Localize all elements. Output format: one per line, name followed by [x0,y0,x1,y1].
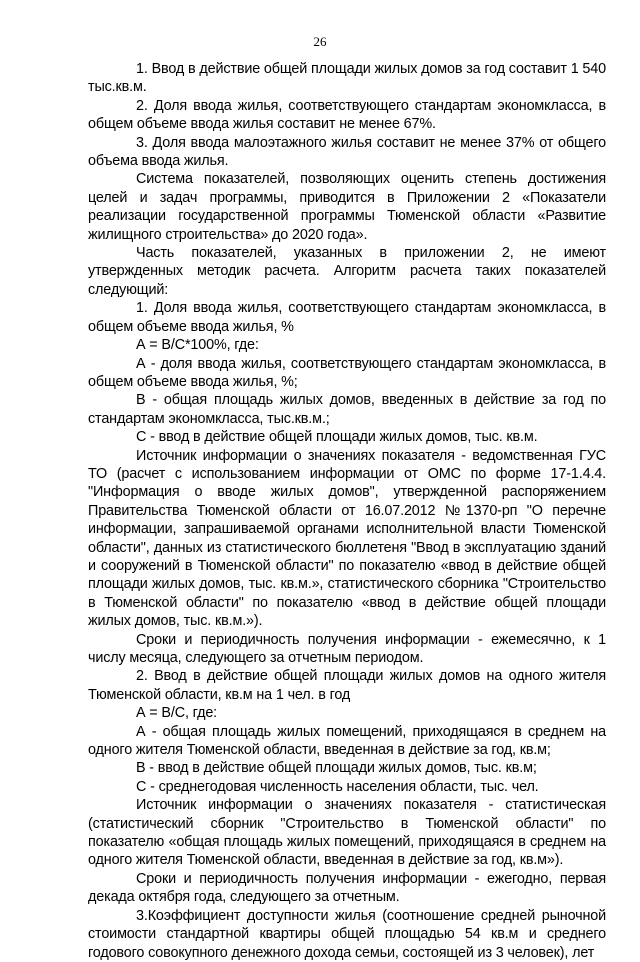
paragraph-indicator-1-formula: А = В/С*100%, где: [136,337,259,354]
paragraph-indicator-1-var-c: С - ввод в действие общей площади жилых домов, тыс. кв.м. [136,429,538,446]
paragraph-target-housing-input: 1. Ввод в действие общей площади жилых домов за год составит 1 540 тыс.кв.м. [88,61,606,96]
paragraph-indicator-2-var-c: С - среднегодовая численность населения области, тыс. чел. [136,778,539,795]
paragraph-indicator-1-title: 1. Доля ввода жилья, соответствующего стандартам экономкласса, в общем объеме ввода жилья, % [88,300,606,335]
paragraph-indicator-2-source: Источник информации о значениях показателя - статистическая (статистический сборник "Строительство в Тюменской области" по показателю «общая площадь жилых помещений, приходящаяся в среднем на одного жителя Тюменской области, введенная в действие за год, кв.м»). [88,797,606,869]
paragraph-indicator-2-formula: А = В/С, где: [136,705,218,722]
document-body [88,60,606,962]
paragraph-indicator-2-var-b: В - ввод в действие общей площади жилых домов, тыс. кв.м; [136,760,537,777]
paragraph-indicator-1-var-b: В - общая площадь жилых домов, введенных в действие за год по стандартам экономкласса, тыс.кв.м.; [88,392,606,427]
paragraph-target-lowrise-share: 3. Доля ввода малоэтажного жилья составит не менее 37% от общего объема ввода жилья. [88,134,606,170]
paragraph-indicator-system: Система показателей, позволяющих оценить степень достижения целей и задач программы, приводится в Приложении 2 «Показатели реализации государственной программы Тюменской области «Развитие жилищного строительства» до 2020 года». [88,171,606,243]
paragraph-indicator-3-title: 3.Коэффициент доступности жилья (соотношение средней рыночной стоимости стандартной квартиры общей площадью 54 кв.м и среднего годового совокупного денежного дохода семьи, состоящей из 3 человек), лет [88,907,606,961]
paragraph-target-economy-share: 2. Доля ввода жилья, соответствующего стандартам экономкласса, в общем объеме ввода жилья составит не менее 67%. [88,97,606,133]
paragraph-indicator-2-var-a: А - общая площадь жилых помещений, приходящаяся в среднем на одного жителя Тюменской области, введенная в действие за год, кв.м; [88,723,606,759]
page-number: 26 [313,34,327,49]
paragraph-indicator-2-timing: Сроки и периодичность получения информации - ежегодно, первая декада октября года, следующего за отчетным. [88,870,606,906]
paragraph-indicator-1-var-a: А - доля ввода жилья, соответствующего стандартам экономкласса, в общем объеме ввода жилья, %; [88,355,606,390]
paragraph-indicator-1-source: Источник информации о значениях показателя - ведомственная ГУС ТО (расчет с использованием информации от ОМС по форме 17-1.4.4. "Информация о вводе жилых домов", утвержденной распоряжением Правительства Тюменской области от 16.07.2012 №1370-рп "О перечне информации, запрашиваемой органами исполнительной власти Тюменской области", данных из статистического бюллетеня "Ввод в эксплуатацию зданий и сооружений в Тюменской области" по показателю «ввод в действие общей площади жилых домов, тыс. кв.м.», статистического сборника "Строительство в Тюменской области" по показателю «ввод в действие общей площади жилых домов, тыс. кв.м.»). [88,447,606,630]
paragraph-indicator-1-timing: Сроки и периодичность получения информации - ежемесячно, к 1 числу месяца, следующего за отчетным периодом. [88,631,606,666]
paragraph-indicator-2-title: 2. Ввод в действие общей площади жилых домов на одного жителя Тюменской области, кв.м на 1 чел. в год [88,668,606,703]
paragraph-methodology-intro: Часть показателей, указанных в приложении 2, не имеют утвержденных методик расчета. Алгоритм расчета таких показателей следующий: [88,245,606,298]
